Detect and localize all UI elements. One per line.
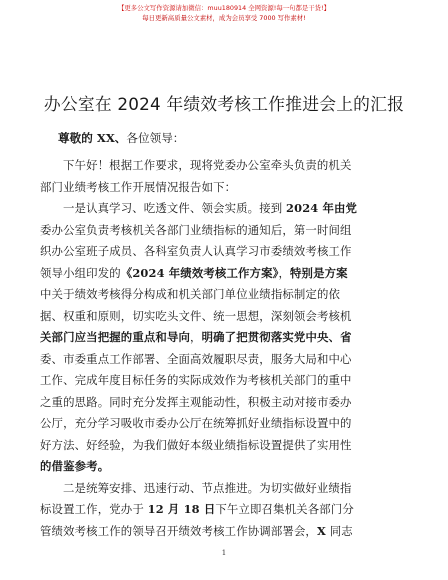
body-line xyxy=(40,370,412,392)
body-text-segment: 部门业绩考核工作开展情况报告如下： xyxy=(40,179,237,194)
body-text-segment: 下午好！根据工作要求，现将党委办公室牵头负责的机关 xyxy=(63,158,352,172)
body-line xyxy=(40,413,412,435)
body-line xyxy=(40,499,412,521)
body-text-segment: 织办公室班子成员、各科室负责人认真学习市委绩效考核工作 xyxy=(40,244,352,258)
body-text-segment: ， xyxy=(190,330,202,344)
promo-banner xyxy=(0,4,448,23)
body-text-segment: 二是统筹安排、迅速行动、节点推进。为切实做好业绩指 xyxy=(63,480,352,495)
body-line xyxy=(40,327,412,349)
body-line xyxy=(40,284,412,306)
body-text-bold: 明确了把贯彻落实党中央、省 xyxy=(201,330,352,344)
body-text-segment: 公厅，充分学习吸收市委办公厅在统筹抓好业绩指标设置中的 xyxy=(40,416,352,430)
salutation-bold: 尊敬的 XX、 xyxy=(58,131,127,145)
body-line xyxy=(40,198,412,220)
body-line xyxy=(40,155,412,177)
body-text-segment: 之重的思路。同时充分发挥主观能动性，积极主动对接市委办 xyxy=(40,394,352,409)
body-line xyxy=(40,306,412,328)
body-line xyxy=(40,241,412,263)
body-text-segment: 工作、完成年度目标任务的实际成效作为考核机关部门的重中 xyxy=(40,373,352,387)
body-text-bold: 的借鉴参考。 xyxy=(40,459,110,473)
body-text-segment: ， xyxy=(278,265,291,280)
body-text-segment: 委、市委重点工作部署、全面高效履职尽责，服务大局和中心 xyxy=(40,351,352,366)
body-line xyxy=(40,220,412,242)
body-text-bold: X xyxy=(316,523,326,538)
body-text-segment: 好方法、好经验，为我们做好本级业绩指标设置提供了实用性 xyxy=(40,437,352,452)
body-line xyxy=(40,478,412,500)
page-number: 1 xyxy=(221,549,227,557)
body-text-segment: 同志 xyxy=(325,523,353,538)
body-line xyxy=(40,521,412,543)
body-text-segment: 据、权重和原则，切实吃头文件、统一思想，深刻领会考核机 xyxy=(40,308,352,323)
body-text-bold: 关部门应当把握的重点和导向 xyxy=(40,330,191,344)
body-line xyxy=(40,392,412,414)
body-text-bold: 《2024 年绩效考核工作方案》 xyxy=(120,265,279,280)
promo-banner-line-2: 每日更新高质量公文素材，成为会员享受 7000 写作素材! xyxy=(142,13,306,22)
body-line xyxy=(40,435,412,457)
body-text-bold: 特别是方案 xyxy=(290,265,348,280)
body-text-bold: 2024 年由党 xyxy=(286,201,358,215)
body-line xyxy=(40,177,412,199)
document-title: 办公室在 2024 年绩效考核工作推进会上的汇报 xyxy=(43,94,405,114)
salutation-rest: 各位领导： xyxy=(126,131,185,145)
body-text-segment: 下午立即召集机关各部门分 xyxy=(215,502,354,516)
promo-banner-line-1: 【更多公文写作资源请加微信：muu180914 全网资源!每一句都是干货!】 xyxy=(117,4,331,12)
document-body xyxy=(40,155,412,542)
body-text-segment: 领导小组印发的 xyxy=(40,265,121,280)
body-line xyxy=(40,456,412,478)
body-line xyxy=(40,263,412,285)
body-text-segment: 中关于绩效考核得分构成和机关部门单位业绩指标制定的依 xyxy=(40,287,341,301)
body-line xyxy=(40,349,412,371)
body-text-segment: 标设置工作，党办于 xyxy=(40,502,148,516)
salutation xyxy=(58,130,184,146)
body-text-segment: 一是认真学习、吃透文件、领会实质。接到 xyxy=(63,201,287,215)
body-text-segment: 管绩效考核工作的领导召开绩效考核工作协调部署会， xyxy=(40,523,317,538)
body-text-segment: 委办公室负责考核机关各部门业绩指标的通知后，第一时间组 xyxy=(40,222,352,237)
body-text-bold: 12 月 18 日 xyxy=(147,502,216,516)
